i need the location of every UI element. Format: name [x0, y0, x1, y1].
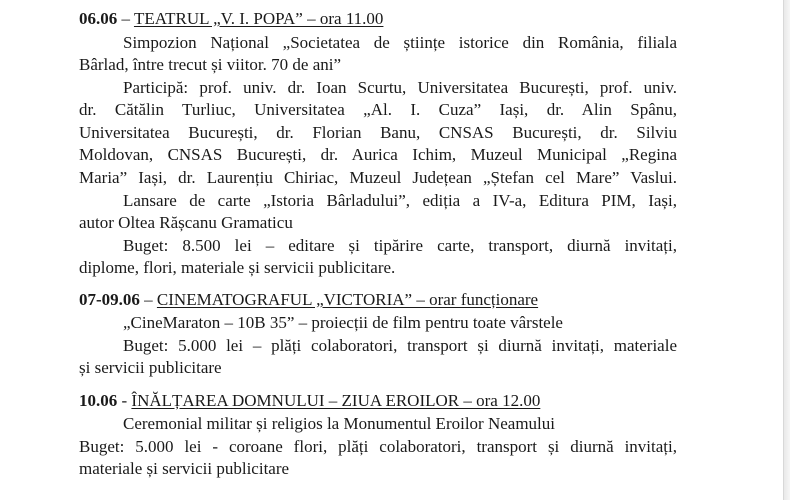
event-line: diplome, flori, materiale și servicii publicitare.: [79, 258, 396, 277]
event-date: 07-09.06: [79, 290, 140, 309]
event-title: CINEMATOGRAFUL „VICTORIA” – orar funcționare: [156, 290, 539, 309]
event-date: 10.06: [79, 391, 118, 410]
event-line: materiale și servicii publicitare: [79, 459, 290, 478]
event-line: dr. Cătălin Turliuc, Universitatea „Al. I. Cuza” Iași, dr. Alin Spânu,: [79, 100, 677, 119]
event-title: TEATRUL „V. I. POPA” – ora 11.00: [133, 9, 384, 28]
event-separator: -: [117, 391, 132, 410]
event-heading-1: [79, 8, 383, 30]
event-line: „CineMaraton – 10B 35” – proiecții de film pentru toate vârstele: [123, 313, 563, 332]
event-line: Universitatea București, dr. Florian Banu, CNSAS București, dr. Silviu: [79, 123, 677, 142]
event-line: Participă: prof. univ. dr. Ioan Scurtu, Universitatea București, prof. univ.: [123, 78, 677, 97]
event-line: Ceremonial militar și religios la Monumentul Eroilor Neamului: [123, 414, 555, 433]
event-line: Buget: 8.500 lei – editare și tipărire carte, transport, diurnă invitați,: [123, 236, 677, 255]
event-line: autor Oltea Rășcanu Gramaticu: [79, 213, 293, 232]
event-title: ÎNĂLȚAREA DOMNULUI – ZIUA EROILOR – ora 12.00: [131, 391, 541, 410]
event-line: Simpozion Național „Societatea de științe istorice din România, filiala: [123, 33, 677, 52]
event-line: Buget: 5.000 lei – plăți colaboratori, transport și diurnă invitați, materiale: [123, 336, 677, 355]
event-line: și servicii publicitare: [79, 358, 222, 377]
event-line: Moldovan, CNSAS București, dr. Aurica Ichim, Muzeul Municipal „Regina: [79, 145, 677, 164]
event-separator: –: [117, 9, 134, 28]
event-line: Lansare de carte „Istoria Bârladului”, ediția a IV-a, Editura PIM, Iași,: [123, 191, 677, 210]
event-heading-3: [79, 390, 540, 412]
event-line: Buget: 5.000 lei - coroane flori, plăți colaboratori, transport și diurnă invitați,: [79, 437, 677, 456]
event-line: Bârlad, între trecut și viitor. 70 de ani”: [79, 55, 342, 74]
event-date: 06.06: [79, 9, 118, 28]
event-separator: –: [139, 290, 157, 309]
event-heading-2: [79, 289, 538, 311]
event-line: Maria” Iași, dr. Laurențiu Chiriac, Muzeul Județean „Ștefan cel Mare” Vaslui.: [79, 168, 677, 187]
page-edge: [783, 0, 790, 500]
